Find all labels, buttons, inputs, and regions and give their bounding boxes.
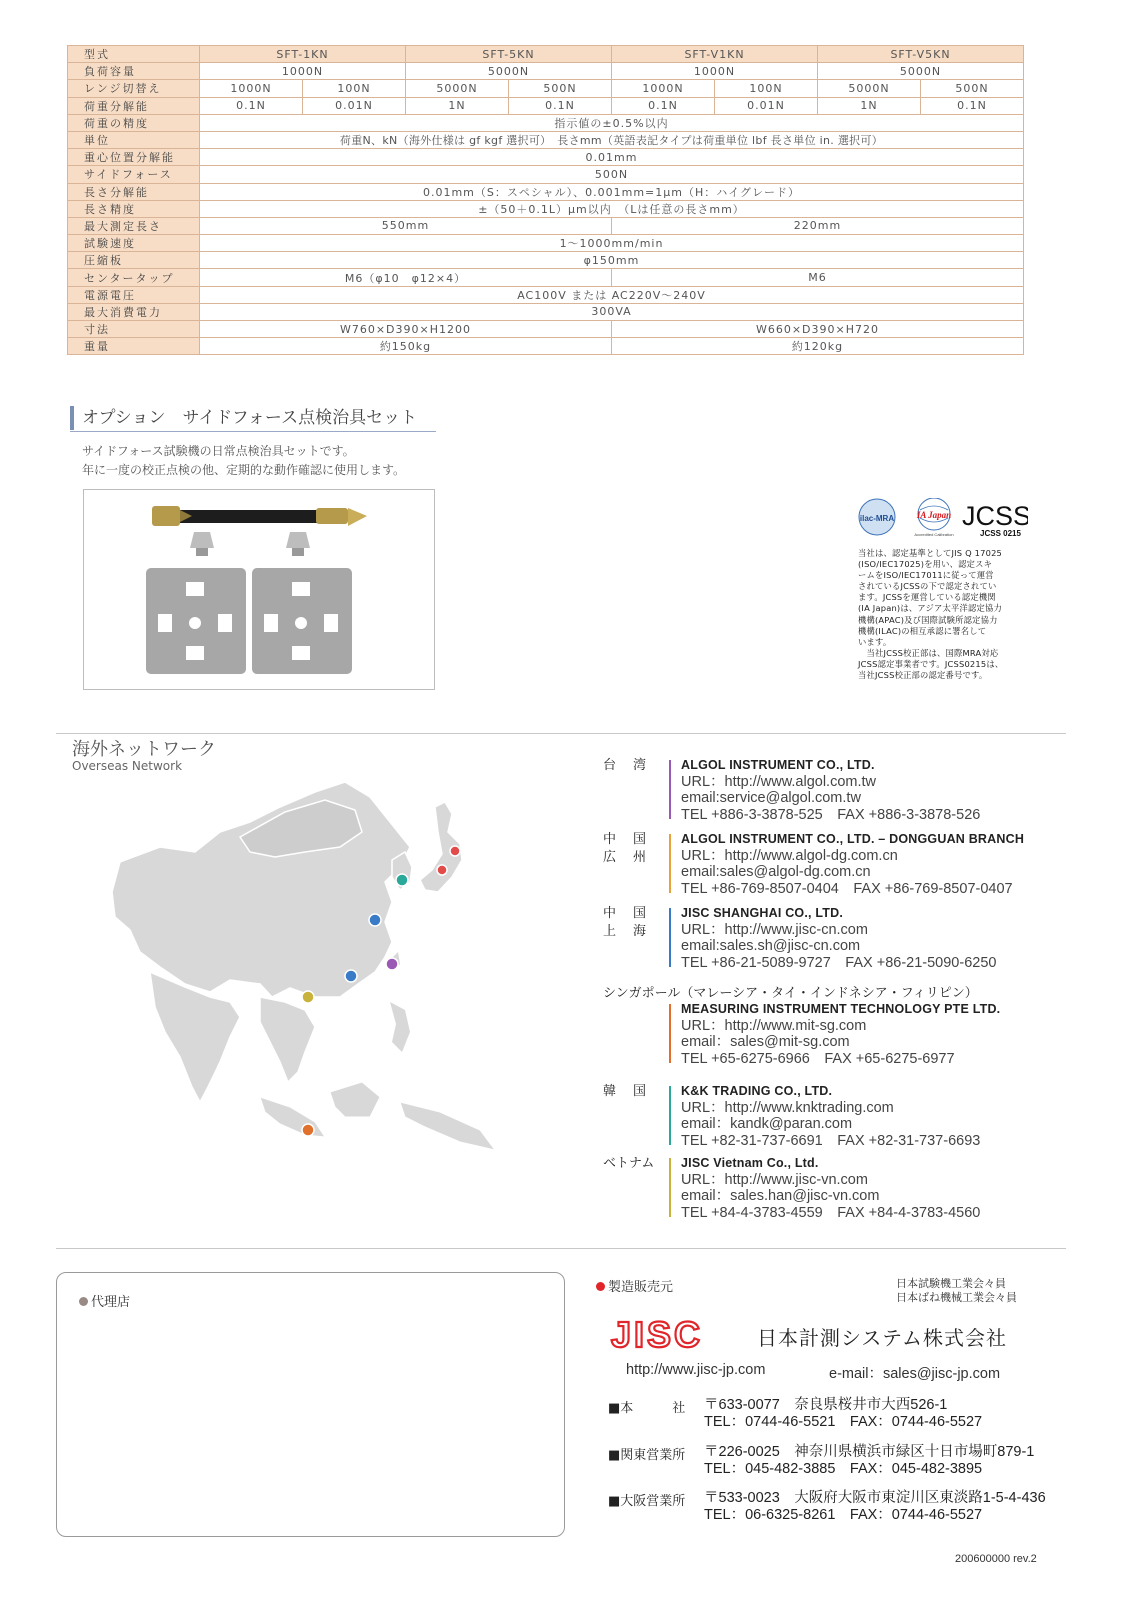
ilac-mra-text: ilac-MRA (859, 514, 895, 523)
office-details (681, 905, 996, 971)
spec-cell: 0.01mm（S：スペシャル）、0.001mm=1μm（H：ハイグレード） (200, 183, 1024, 200)
office-company: ALGOL INSTRUMENT CO., LTD. (681, 758, 875, 772)
spec-cell: SFT-5KN (406, 46, 612, 63)
office-email[interactable]: email:sales@algol-dg.com.cn (681, 864, 871, 880)
spec-cell: 100N (303, 80, 406, 97)
jig-set-illustration (84, 490, 436, 691)
spec-cell: 1000N (612, 80, 715, 97)
ia-japan-text: IA Japan (916, 510, 952, 520)
spec-cell: 荷重N、kN（海外仕様は gf kgf 選択可） 長さmm（英語表記タイプは荷重単位 lbf 長さ単位 in. 選択可） (200, 131, 1024, 148)
option-description-2: 年に一度の校正点検の他、定期的な動作確認に使用します。 (82, 463, 406, 477)
jig-set-photo (83, 489, 435, 690)
network-subtitle: Overseas Network (72, 759, 183, 773)
office-color-bar (669, 1158, 671, 1217)
spec-row-cog-resolution (68, 149, 1024, 166)
office-tel: TEL +886-3-3878-525 FAX +886-3-3878-526 (681, 806, 981, 823)
option-description-1: サイドフォース試験機の日常点検治具セットです。 (82, 444, 355, 458)
office-tel: TEL +65-6275-6966 FAX +65-6275-6977 (681, 1050, 955, 1067)
company-email[interactable]: e-mail：sales@jisc-jp.com (829, 1366, 1001, 1382)
spec-cell: M6（φ10 φ12×4） (200, 269, 612, 286)
spec-label: 単位 (68, 131, 200, 148)
spec-cell: 0.1N (612, 97, 715, 114)
spec-cell: 0.01N (715, 97, 818, 114)
spec-cell: SFT-V1KN (612, 46, 818, 63)
pin-vietnam-icon (302, 991, 314, 1003)
ilac-mra-logo-icon (859, 499, 895, 535)
company-name: 日本計測システム株式会社 (757, 1326, 1007, 1350)
philippines-landmass-icon (390, 1002, 410, 1052)
office-details (681, 1083, 980, 1149)
spec-label: 荷重の精度 (68, 114, 200, 131)
spec-row-consumption (68, 303, 1024, 320)
network-title: 海外ネットワーク (72, 739, 216, 760)
office-url[interactable]: URL：http://www.jisc-vn.com (681, 1171, 868, 1188)
office-country-line: 中 国 (603, 906, 649, 921)
plate-right-icon (252, 568, 352, 674)
maker-label-text: 製造販売元 (608, 1280, 674, 1295)
address-label: ■関東営業所 (608, 1448, 686, 1463)
spec-cell: 5000N (406, 63, 612, 80)
address-line: 〒533-0023 大阪府大阪市東淀川区東淡路1-5-4-436 (704, 1490, 1046, 1506)
office-url[interactable]: URL：http://www.mit-sg.com (681, 1017, 867, 1034)
spec-row-load-accuracy (68, 114, 1024, 131)
spec-cell: 約120kg (612, 338, 1024, 355)
spec-cell: 5000N (406, 80, 509, 97)
office-country (603, 757, 658, 775)
spec-cell: 1000N (200, 80, 303, 97)
revision-number: 200600000 rev.2 (955, 1553, 1037, 1565)
office-url[interactable]: URL：http://www.jisc-cn.com (681, 921, 868, 938)
spec-label: 最大消費電力 (68, 303, 200, 320)
spec-label: サイドフォース (68, 166, 200, 183)
jcss-number: JCSS 0215 (980, 529, 1021, 538)
office-tel: TEL +86-21-5089-9727 FAX +86-21-5090-6250 (681, 954, 997, 971)
address-value (704, 1444, 1034, 1478)
spec-cell: 0.1N (200, 97, 303, 114)
stud-left-icon (190, 532, 214, 548)
spec-label: 最大測定長さ (68, 217, 200, 234)
section-divider (56, 733, 1066, 734)
stud-right-icon (286, 532, 310, 548)
pin-shanghai-icon (369, 914, 381, 926)
spec-cell: AC100V または AC220V～240V (200, 286, 1024, 303)
bullet-dot-icon (596, 1282, 605, 1291)
spec-label: 長さ分解能 (68, 183, 200, 200)
office-city-line: 広 州 (603, 850, 649, 865)
spec-cell: 0.01mm (200, 149, 1024, 166)
spec-label: 荷重分解能 (68, 97, 200, 114)
spec-table (67, 45, 1024, 355)
office-country-line: ベトナム (603, 1156, 655, 1171)
office-country (603, 1083, 658, 1101)
agent-box (56, 1272, 565, 1537)
jcss-logo-text: JCSS (962, 501, 1028, 531)
india-landmass-icon (150, 972, 240, 1102)
spec-row-max-length (68, 217, 1024, 234)
ia-japan-subtext: Accredited Calibration (914, 532, 954, 537)
plate-left-icon (146, 568, 246, 674)
spec-label: 長さ精度 (68, 200, 200, 217)
jig-rod-left-cap-icon (152, 506, 180, 526)
spec-cell: ±（50＋0.1L）μm以内 （Lは任意の長さmm） (200, 200, 1024, 217)
indonesia-landmass-icon (260, 1082, 495, 1150)
association-memberships (896, 1277, 1017, 1305)
office-country (603, 905, 658, 941)
spec-row-speed (68, 235, 1024, 252)
office-email[interactable]: email：sales@mit-sg.com (681, 1034, 850, 1050)
agent-label-text: 代理店 (91, 1295, 131, 1310)
address-label: ■本 社 (608, 1401, 686, 1416)
spec-cell: 220mm (612, 217, 1024, 234)
spec-label: 圧縮板 (68, 252, 200, 269)
address-label: ■大阪営業所 (608, 1494, 686, 1509)
ia-japan-logo-icon (914, 498, 953, 537)
spec-cell: SFT-1KN (200, 46, 406, 63)
spec-row-range (68, 80, 1024, 97)
spec-cell: 約150kg (200, 338, 612, 355)
office-details (681, 831, 1024, 897)
spec-cell: φ150mm (200, 252, 1024, 269)
office-url[interactable]: URL：http://www.knktrading.com (681, 1099, 894, 1116)
spec-cell: 0.01N (303, 97, 406, 114)
pin-singapore-icon (302, 1124, 314, 1136)
office-email[interactable]: email:sales.sh@jisc-cn.com (681, 938, 861, 954)
office-city-line: 上 海 (603, 924, 649, 939)
pin-taiwan-icon (386, 958, 398, 970)
spec-row-load-resolution (68, 97, 1024, 114)
spec-label: 重量 (68, 338, 200, 355)
office-details (681, 1001, 1000, 1067)
office-color-bar (669, 760, 671, 819)
office-country-line: 韓 国 (603, 1084, 649, 1099)
spec-cell: 1000N (200, 63, 406, 80)
office-color-bar (669, 908, 671, 967)
office-color-bar (669, 1086, 671, 1145)
office-color-bar (669, 1004, 671, 1063)
spec-cell: 0.1N (509, 97, 612, 114)
spec-row-side-force (68, 166, 1024, 183)
spec-cell: 1000N (612, 63, 818, 80)
address-value (704, 1397, 982, 1431)
spec-row-unit (68, 131, 1024, 148)
bullet-dot-icon (79, 1297, 88, 1306)
address-value (704, 1490, 1046, 1524)
spec-cell: 1N (406, 97, 509, 114)
spec-cell: 1N (818, 97, 921, 114)
office-company: MEASURING INSTRUMENT TECHNOLOGY PTE LTD. (681, 1002, 1001, 1016)
office-color-bar (669, 834, 671, 893)
footer-divider (56, 1248, 1066, 1249)
spec-cell: 5000N (818, 80, 921, 97)
address-line: 〒226-0025 神奈川県横浜市緑区十日市場町879-1 (704, 1444, 1035, 1460)
certification-logos (858, 498, 1028, 540)
spec-row-center-tap (68, 269, 1024, 286)
spec-label: 負荷容量 (68, 63, 200, 80)
office-email[interactable]: email:service@algol.com.tw (681, 790, 861, 806)
spec-label: レンジ切替え (68, 80, 200, 97)
spec-cell: 1～1000mm/min (200, 235, 1024, 252)
address-tel: TEL：045-482-3885 FAX：045-482-3895 (704, 1461, 983, 1477)
spec-row-plate (68, 252, 1024, 269)
office-country (603, 1155, 658, 1173)
pin-korea-icon (396, 874, 408, 886)
spec-row-length-resolution (68, 183, 1024, 200)
spec-cell: 500N (200, 166, 1024, 183)
pin-japan-tokyo-icon (450, 846, 460, 856)
spec-cell: 300VA (200, 303, 1024, 320)
office-country-line: 台 湾 (603, 758, 649, 773)
address-tel: TEL：06-6325-8261 FAX：0744-46-5527 (704, 1507, 983, 1523)
jig-rod-right-cap-icon (316, 508, 348, 524)
certification-paragraph: 当社は、認定基準としてJIS Q 17025 (ISO/IEC17025)を用い、認定スキ ームをISO/IEC17011に従って運営 されているJCSSの下で認定されてい ます。JCSSを運営している認定機関 (IA Japan)は、アジア太平洋認定協力 機構(APAC)及び国際試験所認定協力 機構(ILAC)の相互承認に署名して います。 当社JCSS校正部は、国際MRA対応 JCSS認定事業者です。JCSS0215は、 当社JCSS校正部の認定番号です。 (858, 548, 1004, 681)
option-title-underline (70, 431, 436, 432)
office-company: JISC Vietnam Co., Ltd. (681, 1156, 819, 1170)
agent-label (79, 1291, 130, 1310)
spec-cell: SFT-V5KN (818, 46, 1024, 63)
spec-row-length-accuracy (68, 200, 1024, 217)
spec-cell: 0.1N (921, 97, 1024, 114)
china-landmass-icon (112, 782, 410, 997)
office-details (681, 757, 980, 823)
office-company: K&K TRADING CO., LTD. (681, 1084, 833, 1098)
spec-cell: 500N (509, 80, 612, 97)
maker-label (596, 1276, 673, 1295)
spec-cell: 500N (921, 80, 1024, 97)
spec-row-weight (68, 338, 1024, 355)
company-url[interactable]: http://www.jisc-jp.com (626, 1362, 766, 1378)
spec-row-power (68, 286, 1024, 303)
office-country (603, 831, 658, 867)
asia-map (100, 752, 505, 1180)
office-url[interactable]: URL：http://www.algol-dg.com.cn (681, 847, 898, 864)
option-title: オプション サイドフォース点検治具セット (70, 406, 417, 430)
certification-text (858, 548, 1030, 681)
office-company: ALGOL INSTRUMENT CO., LTD. – DONGGUAN BRANCH (681, 832, 1025, 846)
office-details (681, 1155, 980, 1221)
jisc-logo-text: JISC (611, 1316, 704, 1352)
spec-cell: W660×D390×H720 (612, 321, 1024, 338)
office-company: JISC SHANGHAI CO., LTD. (681, 906, 844, 920)
spec-cell: 指示値の±0.5%以内 (200, 114, 1024, 131)
office-url[interactable]: URL：http://www.algol.com.tw (681, 773, 877, 790)
office-country-line: 中 国 (603, 832, 649, 847)
spec-cell: 5000N (818, 63, 1024, 80)
office-singapore-heading: シンガポール（マレーシア・タイ・インドネシア・フィリピン） (603, 986, 978, 1001)
spec-label: 型式 (68, 46, 200, 63)
spec-label: 試験速度 (68, 235, 200, 252)
spec-label: 寸法 (68, 321, 200, 338)
office-email[interactable]: email：kandk@paran.com (681, 1116, 853, 1132)
spec-cell: M6 (612, 269, 1024, 286)
spec-label: 重心位置分解能 (68, 149, 200, 166)
jcss-logo-icon (962, 501, 1028, 538)
pin-guangzhou-icon (345, 970, 357, 982)
spec-cell: W760×D390×H1200 (200, 321, 612, 338)
association-2: 日本ばね機械工業会々員 (896, 1291, 1017, 1304)
pin-japan-osaka-icon (437, 865, 447, 875)
spec-label: センタータップ (68, 269, 200, 286)
spec-label: 電源電圧 (68, 286, 200, 303)
association-1: 日本試験機工業会々員 (896, 1277, 1006, 1290)
address-tel: TEL：0744-46-5521 FAX：0744-46-5527 (704, 1414, 983, 1430)
spec-cell: 550mm (200, 217, 612, 234)
jisc-logo (609, 1316, 735, 1352)
address-line: 〒633-0077 奈良県桜井市大西526-1 (704, 1397, 948, 1413)
spec-cell: 100N (715, 80, 818, 97)
spec-row-model (68, 46, 1024, 63)
office-email[interactable]: email：sales.han@jisc-vn.com (681, 1188, 880, 1204)
spec-row-dimensions (68, 321, 1024, 338)
spec-row-capacity (68, 63, 1024, 80)
office-tel: TEL +82-31-737-6691 FAX +82-31-737-6693 (681, 1132, 981, 1149)
southeast-asia-landmass-icon (260, 997, 315, 1082)
office-tel: TEL +86-769-8507-0404 FAX +86-769-8507-0407 (681, 880, 1013, 897)
office-tel: TEL +84-4-3783-4559 FAX +84-4-3783-4560 (681, 1204, 981, 1221)
